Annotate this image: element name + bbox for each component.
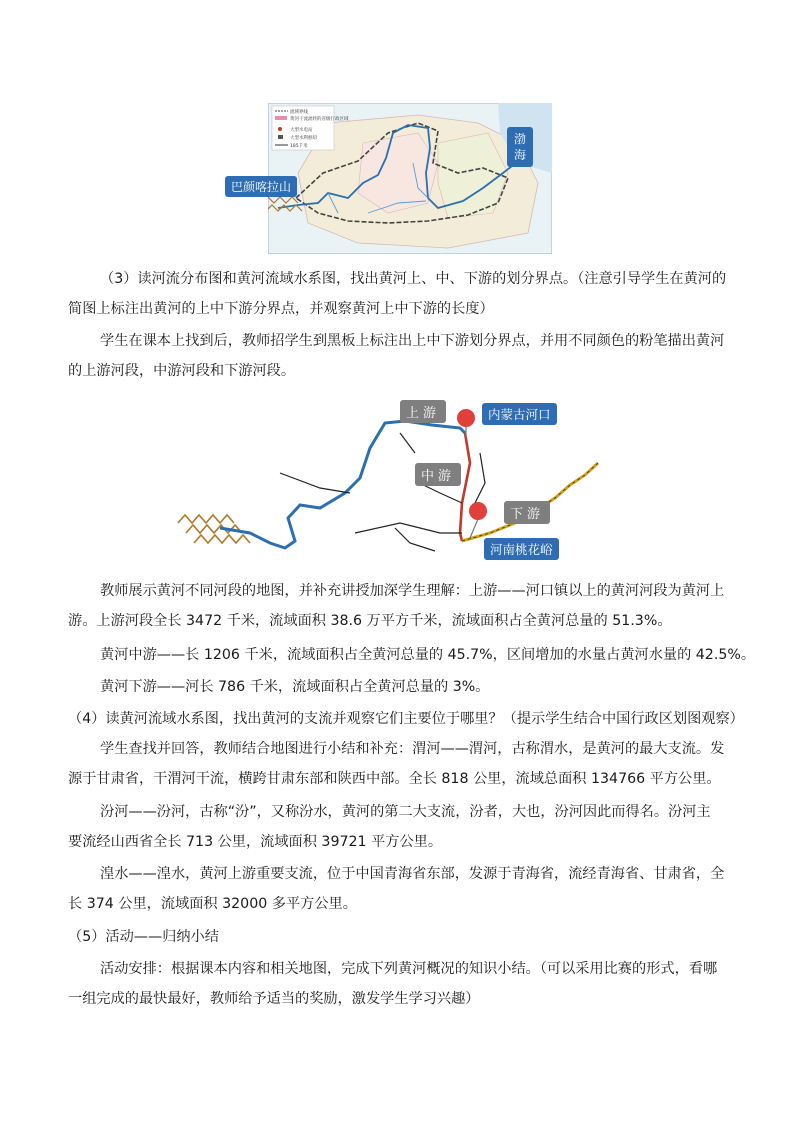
para-activity-2 <box>68 984 693 1014</box>
yellow-river-basin-map <box>231 103 552 254</box>
para-huangshui-line1: 湟水——湟水，黄河上游重要支流，位于中国青海省东部，发源于青海省，流经青海省、甘肃省，全 <box>100 866 725 882</box>
para-weihe-line1: 学生查找并回答，教师结合地图进行小结和补充：渭河——渭河，古称渭水，是黄河的最大支流。发 <box>100 741 725 757</box>
pin-hekou-icon <box>457 409 475 427</box>
section3-paragraph-cont <box>68 294 728 324</box>
label-bohai-sea: 渤海 <box>507 127 533 167</box>
label-upper-reach: 上游 <box>400 400 446 423</box>
para-huangshui-2 <box>68 889 693 919</box>
label-taohuayu: 河南桃花峪 <box>484 538 559 560</box>
pin-taohuayu-icon <box>469 502 487 520</box>
legend-3: 大型水电站 <box>290 128 313 133</box>
para-fenhe-1 <box>100 797 725 827</box>
para-upper-1 <box>100 576 725 606</box>
para-middle-line: 黄河中游——长 1206 千米，流域面积占全黄河总量的 45.7%，区间增加的水量占黄河水量的 42.5%。 <box>100 647 756 663</box>
label-lower-reach: 下游 <box>504 501 550 524</box>
para-huangshui-1 <box>100 859 725 889</box>
para-upper-2 <box>68 606 728 636</box>
para-fenhe-line2: 要流经山西省全长 713 公里，流域面积 39721 平方公里。 <box>68 834 443 850</box>
para-weihe-1 <box>100 734 725 764</box>
section3-p2-cont <box>68 356 693 386</box>
para-lower-line: 黄河下游——河长 786 千米，流域面积占全黄河总量的 3%。 <box>100 679 490 695</box>
label-bayan-har-mountain: 巴颜喀拉山 <box>225 176 297 197</box>
para-huangshui-line2: 长 374 公里，流域面积 32000 多平方公里。 <box>68 896 357 912</box>
section3-paragraph <box>100 264 725 294</box>
label-hekou: 内蒙古河口 <box>482 403 557 425</box>
para-weihe-2 <box>68 764 738 794</box>
basin-map-svg <box>268 103 552 254</box>
para-lower <box>100 672 725 702</box>
legend-2: 黄河干流流经的省级行政区域 <box>290 117 349 122</box>
section5-line: （5）活动——归纳小结 <box>68 929 219 945</box>
section3-p2-line2: 的上游河段，中游河段和下游河段。 <box>68 363 296 379</box>
para-activity-line2: 一组完成的最快最好，教师给予适当的奖励，激发学生学习兴趣） <box>68 991 480 1007</box>
section4-line: （4）读黄河流域水系图，找出黄河的支流并观察它们主要位于哪里？（提示学生结合中国行政区划图观察） <box>68 711 744 727</box>
para-fenhe-line1: 汾河——汾河，古称“汾”，又称汾水，黄河的第二大支流，汾者，大也，汾河因此而得名。汾河主 <box>100 804 711 820</box>
para-weihe-line2: 源于甘肃省，干渭河干流，横跨甘肃东部和陕西中部。全长 818 公里，流域总面积 134766 平方公里。 <box>68 771 721 787</box>
para-upper-line2: 游。上游河段全长 3472 千米，流域面积 38.6 万平方千米，流域面积占全黄河总量的 51.3%。 <box>68 613 672 629</box>
section4-heading <box>68 704 744 734</box>
legend-5: 185千米 <box>290 144 308 149</box>
para-middle <box>100 640 756 670</box>
para-activity-line1: 活动安排：根据课本内容和相关地图，完成下列黄河概况的知识小结。（可以采用比赛的形式，看哪 <box>100 961 718 977</box>
label-middle-reach: 中游 <box>415 463 461 486</box>
legend-1: 流域界线 <box>290 110 308 115</box>
para-upper-line1: 教师展示黄河不同河段的地图，并补充讲授加深学生理解：上游——河口镇以上的黄河河段为黄河上 <box>100 583 725 599</box>
legend-4: 大型水利枢纽 <box>290 136 317 141</box>
river-segments-map <box>170 393 610 563</box>
para-activity-1 <box>100 954 725 984</box>
para-fenhe-2 <box>68 827 693 857</box>
section3-p2 <box>100 326 725 356</box>
section3-line1: （3）读河流分布图和黄河流域水系图，找出黄河上、中、下游的划分界点。（注意引导学生在黄河的 <box>100 271 727 287</box>
section3-line2: 简图上标注出黄河的上中下游分界点，并观察黄河上中下游的长度） <box>68 301 494 317</box>
section3-p2-line1: 学生在课本上找到后，教师招学生到黑板上标注出上中下游划分界点，并用不同颜色的粉笔描出黄河 <box>100 333 725 349</box>
section5-heading <box>68 922 693 952</box>
